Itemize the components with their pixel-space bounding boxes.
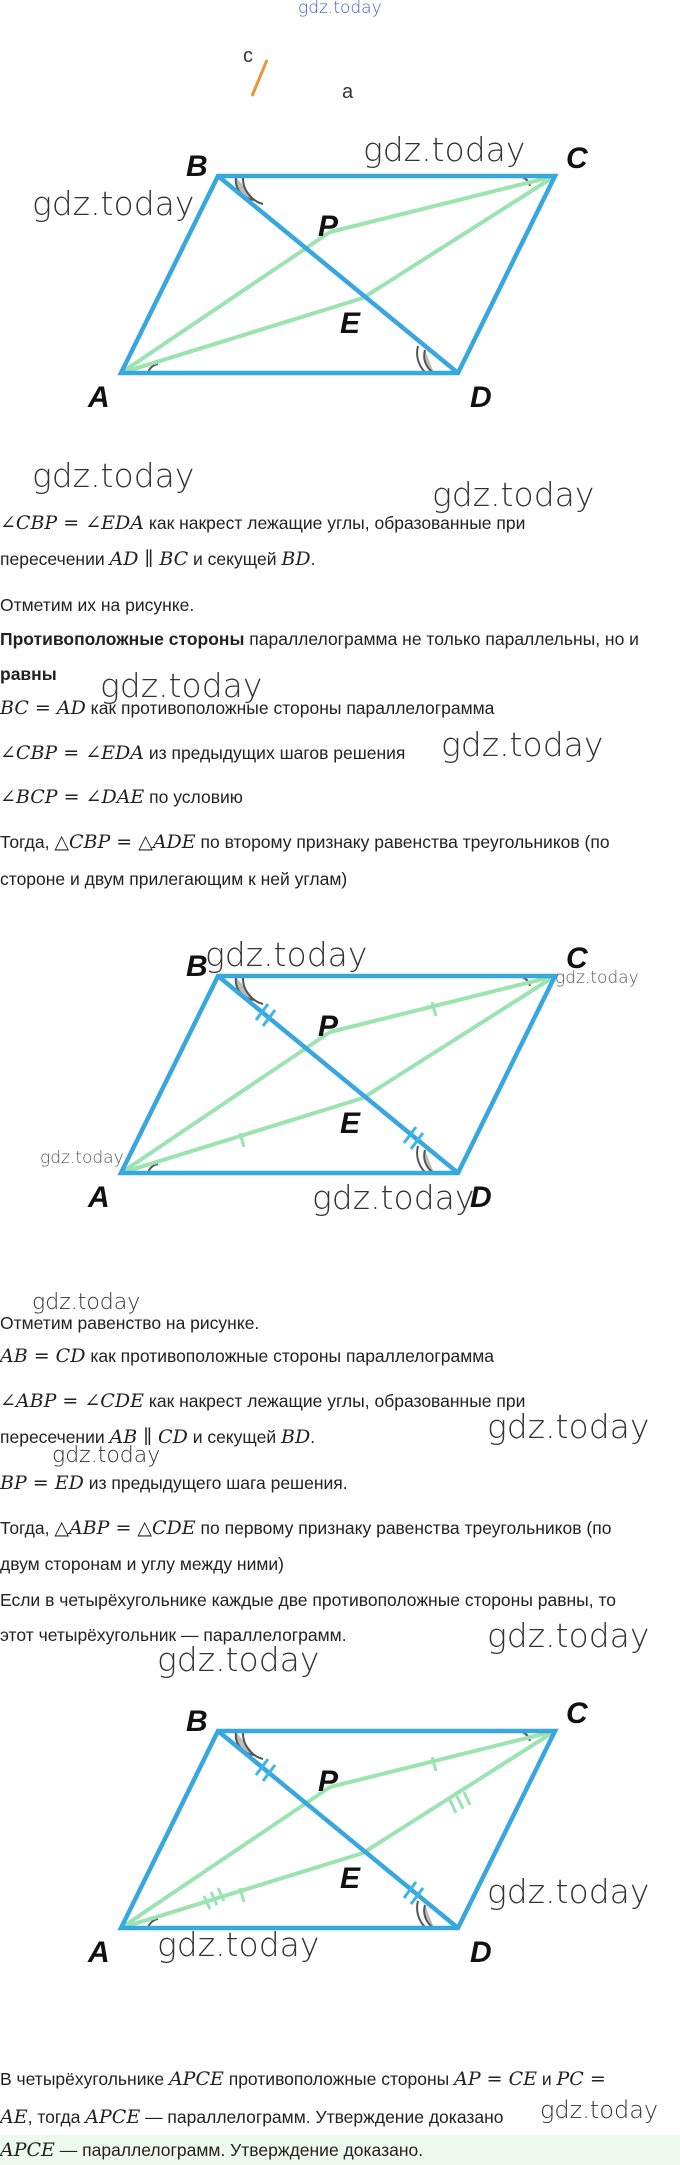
text-line-4: Противоположные стороны параллелограмма не только параллельны, но и	[0, 629, 639, 649]
watermark: gdz.today	[432, 475, 595, 514]
watermark-top: gdz.today	[298, 0, 382, 18]
watermark: gdz.today	[205, 935, 368, 974]
fig2-diagonal-BD	[218, 976, 458, 1173]
text-line-3: Отметим их на рисунке.	[0, 595, 195, 615]
fig3-vertex-D: D	[470, 1936, 492, 1969]
watermark: gdz.today	[32, 456, 195, 495]
watermark: gdz.today	[40, 1148, 124, 1168]
text-line-8: ∠BCP = ∠DAE по условию	[0, 786, 243, 808]
text-line-12: AB = CD как противоположные стороны параллелограмма	[0, 1345, 495, 1367]
text-line-16: Тогда, △ABP = △CDE по первому признаку равенства треугольников (по	[0, 1517, 612, 1539]
fig3-point-E: E	[340, 1862, 361, 1895]
fig1-point-P: P	[318, 210, 339, 243]
fig2-point-E: E	[340, 1107, 361, 1140]
text-line-1: ∠CBP = ∠EDA как накрест лежащие углы, образованные при	[0, 512, 526, 534]
fig1-vertex-A: A	[88, 381, 110, 414]
fig3-diagonal-BD	[218, 1731, 458, 1928]
fig1-vertex-B: B	[186, 150, 208, 183]
text-line-18: Если в четырёхугольнике каждые две противоположные стороны равны, то	[0, 1590, 617, 1610]
fig2-point-P: P	[318, 1010, 339, 1043]
fig3-vertex-A: A	[88, 1936, 110, 1969]
text-line-19: этот четырёхугольник — параллелограмм.	[0, 1625, 347, 1645]
fig2-diagonal-PC	[330, 976, 555, 1032]
header-label-a: a	[342, 81, 354, 103]
fig3-diagonal-AP	[121, 1787, 330, 1928]
fig1-vertex-D: D	[470, 381, 492, 414]
fig3-vertex-B: B	[186, 1705, 208, 1738]
text-line-7: ∠CBP = ∠EDA из предыдущих шагов решения	[0, 742, 406, 764]
fig1-point-E: E	[340, 307, 361, 340]
fig3-point-P: P	[318, 1765, 339, 1798]
text-line-2: пересечении AD ∥ BC и секущей BD.	[0, 548, 316, 570]
fig2-vertex-D: D	[470, 1181, 492, 1214]
watermark: gdz.today	[157, 1925, 320, 1964]
text-line-21: AE, тогда APCE — параллелограмм. Утверждение доказано	[0, 2106, 504, 2128]
watermark: gdz.today	[441, 725, 604, 764]
watermark: gdz.today	[487, 1616, 650, 1655]
text-line-15: BP = ED из предыдущего шага решения.	[0, 1472, 348, 1494]
watermark: gdz.today	[540, 2096, 659, 2124]
watermark: gdz.today	[487, 1872, 650, 1911]
fig2-vertex-C: C	[566, 942, 588, 975]
text-line-11: Отметим равенство на рисунке.	[0, 1313, 260, 1333]
fig1-diagonal-AE	[121, 298, 363, 373]
watermark: gdz.today	[52, 1443, 161, 1468]
text-line-10: стороне и двум прилегающим к ней углам)	[0, 869, 348, 889]
fig3-diagonal-PC	[330, 1731, 555, 1787]
answer-line: APCE — параллелограмм. Утверждение доказано.	[0, 2139, 424, 2161]
watermark: gdz.today	[32, 1290, 141, 1315]
fig3-vertex-C: C	[566, 1697, 588, 1730]
watermark: gdz.today	[100, 666, 263, 705]
fig2-vertex-B: B	[186, 950, 208, 983]
watermark: gdz.today	[32, 184, 195, 223]
fig1-vertex-C: C	[566, 142, 588, 175]
fig2-vertex-A: A	[88, 1181, 110, 1214]
header-label-c: c	[243, 45, 253, 67]
watermark: gdz.today	[555, 968, 639, 988]
fig2-diagonal-AP	[121, 1032, 330, 1173]
watermark: gdz.today	[157, 1640, 320, 1679]
text-line-9: Тогда, △CBP = △ADE по второму признаку равенства треугольников (по	[0, 831, 610, 853]
text-line-14: пересечении AB ∥ CD и секущей BD.	[0, 1426, 316, 1448]
watermark: gdz.today	[312, 1178, 475, 1217]
text-line-13: ∠ABP = ∠CDE как накрест лежащие углы, образованные при	[0, 1390, 526, 1412]
watermark: gdz.today	[363, 130, 526, 169]
text-line-20: В четырёхугольнике APCE противоположные стороны AP = CE и PC =	[0, 2068, 606, 2090]
watermark: gdz.today	[487, 1407, 650, 1446]
text-line-17: двум сторонам и углу между ними)	[0, 1554, 285, 1574]
text-line-5: равны	[0, 664, 57, 684]
text-line-6: BC = AD как противоположные стороны параллелограмма	[0, 697, 495, 719]
